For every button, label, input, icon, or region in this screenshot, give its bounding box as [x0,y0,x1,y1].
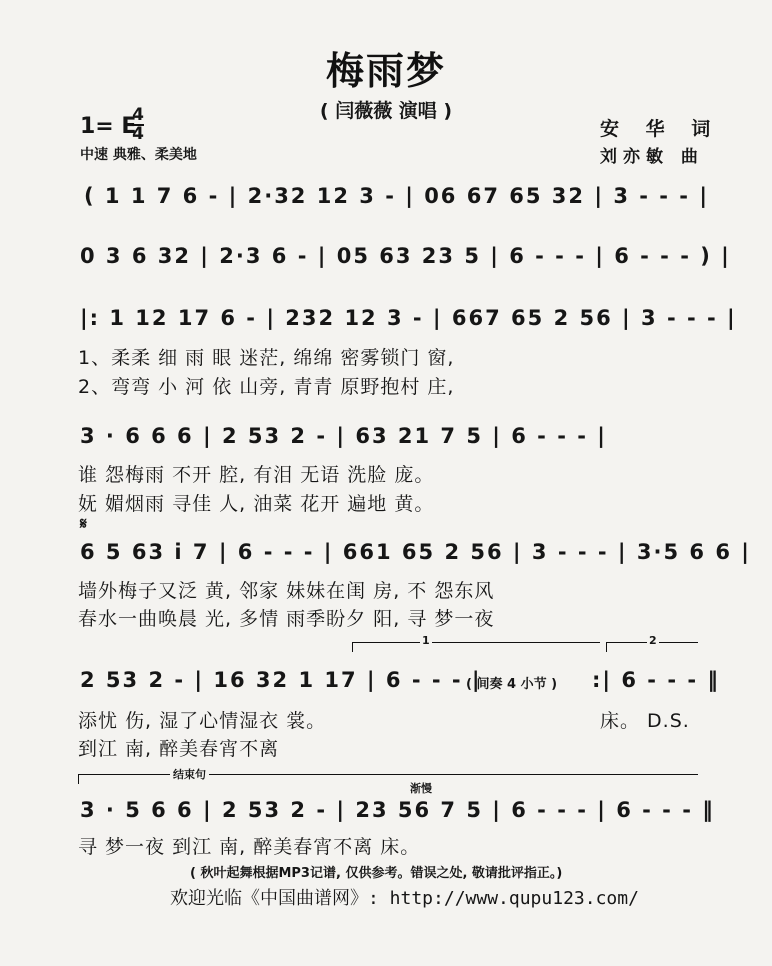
segno-sign: 𝄋 [80,514,87,533]
notation-row-6: 2 53 2 - | 16 32 1 17 | 6 - - - | [80,668,482,692]
song-title: 梅雨梦 [325,49,446,93]
volta-2-bracket-start [606,642,607,652]
lyricist-credit: 安 华 词 [600,118,721,140]
tempo-marking: 中速 典雅、柔美地 [80,147,197,163]
ritardando-marking: 渐慢 [410,782,432,795]
lyric-row-7: 寻 梦一夜 到江 南, 醉美春宵不离 床。 [78,836,421,858]
notation-row-1: ( 1 1 7 6 - | 2·32 12 3 - | 06 67 65 32 | 3 - - - | [84,184,709,208]
notation-row-5: 6 5 63 i 7 | 6 - - - | 661 65 2 56 | 3 - - - | 3·5 6 6 | [80,540,751,564]
lyric-row-6-verse-1: 添忧 伤, 湿了心情湿衣 裳。 [78,710,327,732]
lyric-row-3-verse-1: 1、柔柔 细 雨 眼 迷茫, 绵绵 密雾锁门 窗, [78,347,455,369]
volta-1-bracket-start [352,642,353,652]
volta-1-number: 1 [422,634,430,647]
volta-1-bracket [352,642,600,643]
lyric-row-6-verse-2: 到江 南, 醉美春宵不离 [78,738,280,760]
performer-line: ( 闫薇薇 演唱 ) [319,100,453,122]
composer-credit: 刘亦敏 曲 [600,147,704,167]
notation-row-2: 0 3 6 32 | 2·3 6 - | 05 63 23 5 | 6 - - - | 6 - - - ) | [80,244,731,268]
lyric-row-4-verse-2: 妩 媚烟雨 寻佳 人, 油菜 花开 遍地 黄。 [78,493,435,515]
notation-row-3: |: 1 12 17 6 - | 232 12 3 - | 667 65 2 56 | 3 - - - | [80,306,737,330]
lyric-row-5-verse-1: 墙外梅子又泛 黄, 邻家 妹妹在闺 房, 不 怨东风 [78,580,495,602]
transcription-note: ( 秋叶起舞根据MP3记谱, 仅供参考。错误之处, 敬请批评指正。) [190,866,563,881]
lyric-row-6-ending: 床。 D.S. [600,710,690,732]
volta-2-number: 2 [649,634,657,647]
interlude-marking: ( 间奏 4 小节 ) [466,677,558,692]
lyric-row-3-verse-2: 2、弯弯 小 河 依 山旁, 青青 原野抱村 庄, [78,376,455,398]
time-signature [132,105,144,144]
time-signature-top: 4 [132,105,144,125]
notation-row-7: 3 · 5 6 6 | 2 53 2 - | 23 56 7 5 | 6 - - - | 6 - - - ‖ [80,798,715,822]
notation-row-4: 3 · 6 6 6 | 2 53 2 - | 63 21 7 5 | 6 - - - | [80,424,607,448]
lyric-row-5-verse-2: 春水一曲唤晨 光, 多情 雨季盼夕 阳, 寻 梦一夜 [78,608,495,630]
coda-bracket-start [78,774,79,784]
coda-label: 结束句 [170,766,209,782]
key-signature: 1= E [80,114,137,139]
second-ending-notes: :| 6 - - - ‖ [592,668,720,692]
lyric-row-4-verse-1: 谁 怨梅雨 不开 腔, 有泪 无语 洗脸 庞。 [78,464,435,486]
website-footer: 欢迎光临《中国曲谱网》: http://www.qupu123.com/ [170,888,639,909]
time-signature-bottom: 4 [132,124,144,144]
